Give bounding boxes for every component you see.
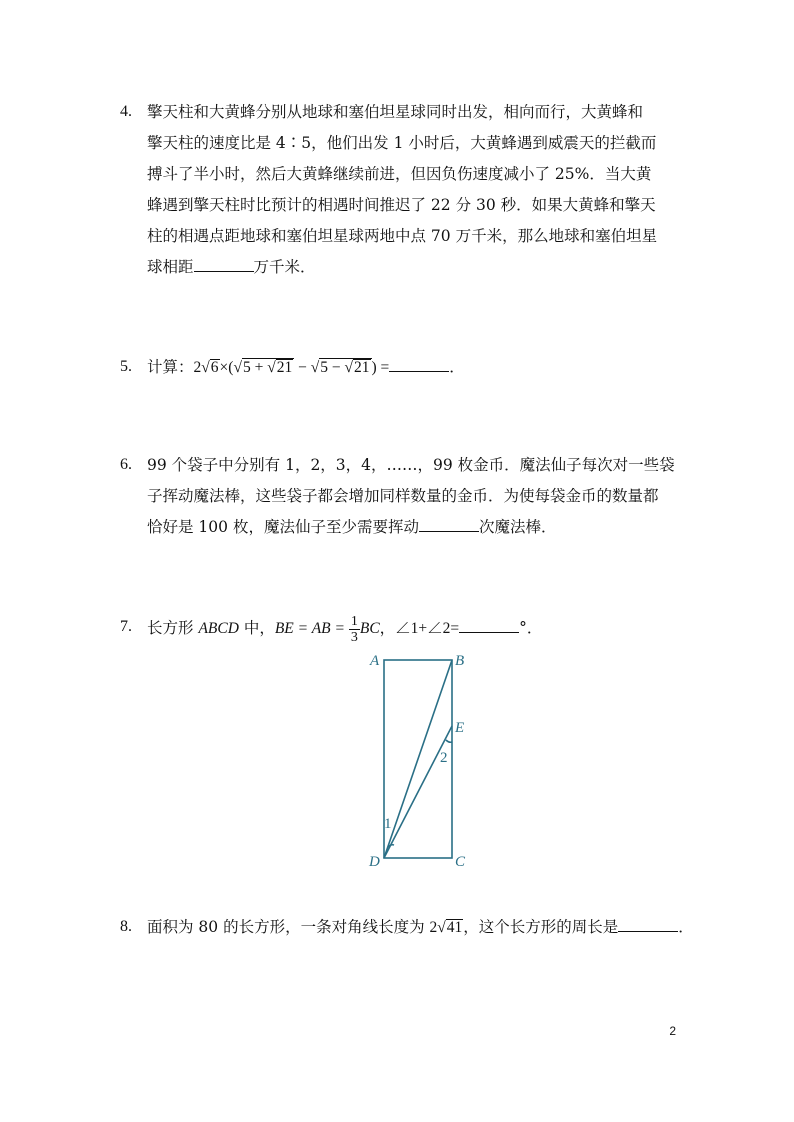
segment: BC	[359, 620, 380, 637]
operator: −	[294, 359, 311, 376]
label-2: 2	[440, 750, 448, 766]
segment-de	[384, 726, 452, 858]
label-b: B	[455, 653, 465, 669]
question-number: 8.	[120, 918, 132, 935]
text-line	[147, 512, 690, 543]
coefficient: 2	[429, 919, 438, 936]
label-a: A	[370, 653, 380, 669]
answer-blank[interactable]	[194, 257, 254, 272]
answer-blank[interactable]	[389, 357, 449, 372]
text-line: 搏斗了半小时，然后大黄蜂继续前进，但因负伤速度减小了 25%．当大黄	[147, 165, 652, 183]
text-line: 99 个袋子中分别有 1，2，3，4，……，99 枚金币．魔法仙子每次对一些袋	[147, 456, 675, 474]
label: 计算：	[147, 358, 194, 376]
page-number: 2	[669, 1024, 676, 1038]
text-line: 擎天柱和大黄蜂分别从地球和塞伯坦星球同时出发，相向而行，大黄蜂和	[147, 103, 644, 121]
text-fragment: 恰好是 100 枚，魔法仙子至少需要挥动	[147, 518, 419, 536]
answer-blank[interactable]	[618, 917, 678, 932]
radicand: 6	[210, 359, 219, 376]
question-number: 4.	[120, 103, 132, 120]
text-fragment: ．	[678, 918, 694, 936]
radicand-part: 5 +	[242, 359, 268, 376]
formula-line	[147, 352, 690, 383]
radicand-inner: 21	[276, 359, 293, 376]
question-5	[120, 352, 690, 383]
radicand-outer	[319, 358, 371, 376]
formula-line	[147, 912, 694, 943]
radicand-outer	[242, 358, 294, 376]
text-line: 柱的相遇点距地球和塞伯坦星球两地中点 70 万千米，那么地球和塞伯坦星	[147, 227, 658, 245]
text-fragment: 面积为 80 的长方形，一条对角线长度为	[147, 918, 430, 936]
text-line: 子挥动魔法棒，这些袋子都会增加同样数量的金币．为使每袋金币的数量都	[147, 487, 659, 505]
text-fragment: °．	[519, 619, 543, 637]
rect-name: ABCD	[198, 620, 239, 637]
rectangle-figure	[360, 648, 480, 873]
question-text	[147, 450, 690, 543]
answer-blank[interactable]	[459, 618, 519, 633]
fraction	[349, 614, 360, 645]
formula-line	[147, 608, 690, 649]
label-1: 1	[384, 816, 392, 832]
radical-sign: √	[437, 919, 446, 936]
radical-sign: √	[310, 359, 320, 376]
question-number: 7.	[120, 618, 132, 635]
answer-blank[interactable]	[419, 517, 479, 532]
equation: BE = AB =	[274, 620, 349, 637]
angle-sum: ，∠1+∠2=	[379, 620, 460, 637]
radical-sign: √	[233, 359, 242, 376]
question-number: 5.	[120, 358, 132, 375]
numerator: 1	[350, 613, 358, 629]
radical-sign: √	[344, 359, 353, 376]
coefficient: 2	[193, 359, 202, 376]
operator: ×(	[219, 359, 234, 376]
question-text	[147, 97, 690, 283]
question-6	[120, 450, 690, 543]
radical-sign: √	[201, 359, 210, 376]
radicand: 41	[446, 919, 463, 936]
question-text	[147, 912, 694, 943]
text-fragment: 长方形	[147, 619, 199, 637]
denominator: 3	[350, 629, 358, 645]
text-line: 蜂遇到擎天柱时比预计的相遇时间推迟了 22 分 30 秒．如果大黄蜂和擎天	[147, 196, 656, 214]
label-e: E	[455, 720, 465, 736]
text-line: 擎天柱的速度比是 4∶5，他们出发 1 小时后，大黄蜂遇到威震天的拦截而	[147, 134, 657, 152]
radicand-inner: 21	[354, 359, 370, 376]
question-text	[147, 608, 690, 649]
question-7	[120, 608, 690, 649]
question-4	[120, 97, 690, 283]
operator: ) =	[371, 359, 390, 376]
radical-sign: √	[267, 359, 276, 376]
text-fragment: 次魔法棒．	[478, 518, 557, 536]
question-text	[147, 352, 690, 383]
text-fragment: ．	[449, 358, 465, 376]
text-line	[147, 252, 690, 283]
text-fragment: ，这个长方形的周长是	[463, 918, 619, 936]
text-fragment: 球相距	[147, 258, 194, 276]
angle-2-arc	[446, 740, 452, 742]
label-d: D	[369, 854, 380, 870]
radicand-part: 5 −	[320, 359, 345, 376]
text-fragment: 万千米．	[253, 258, 316, 276]
question-8	[120, 912, 694, 943]
question-number: 6.	[120, 456, 132, 473]
label-c: C	[455, 854, 466, 870]
text-fragment: 中，	[238, 619, 275, 637]
